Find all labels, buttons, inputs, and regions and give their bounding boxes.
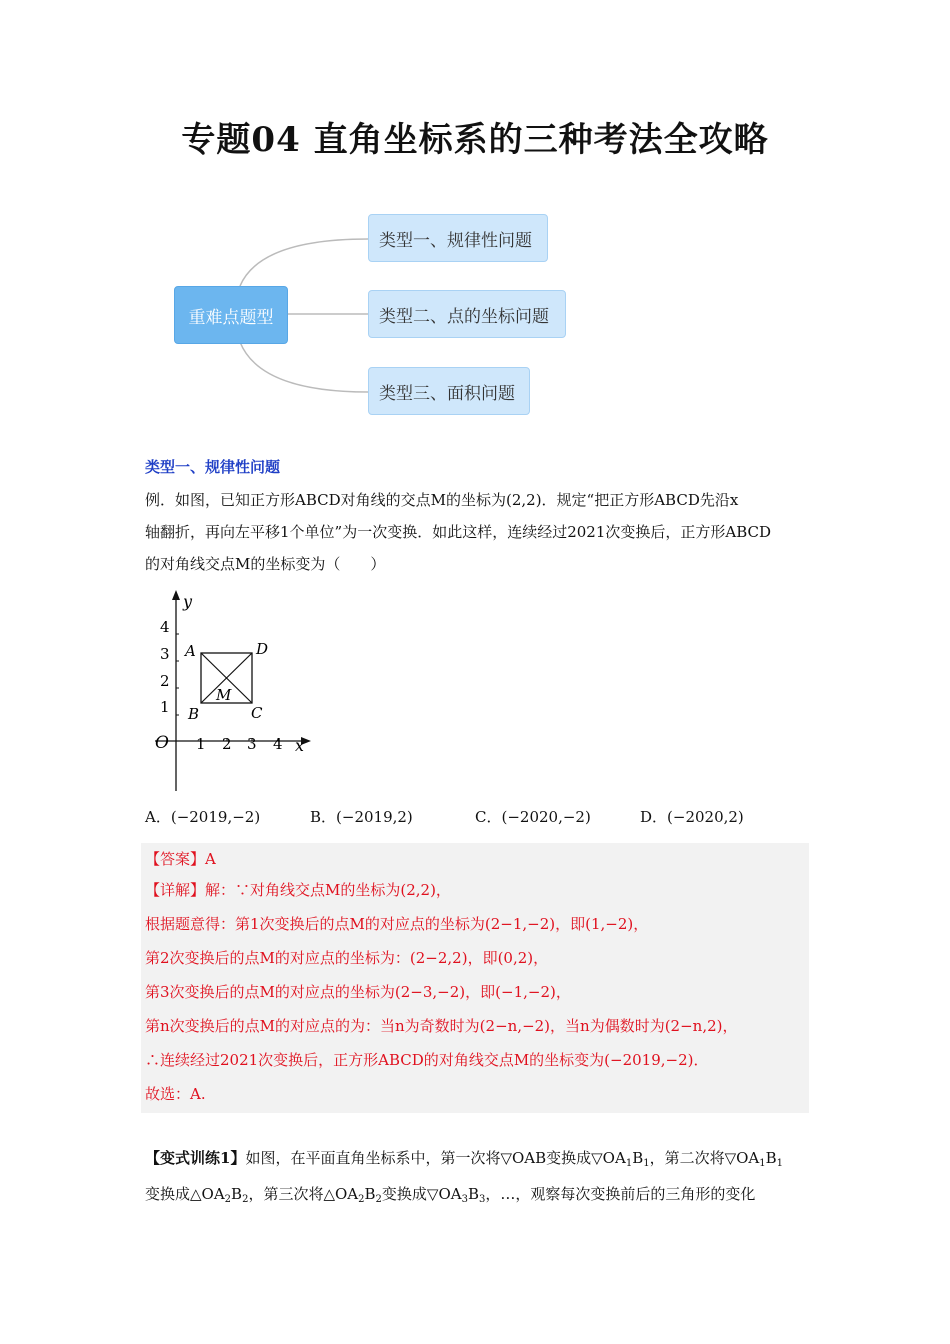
mind-map-node-type2: 类型二、点的坐标问题 <box>368 290 566 338</box>
mind-map <box>160 205 610 425</box>
y-tick-3: 3 <box>160 645 170 663</box>
y-axis-label: y <box>183 592 193 611</box>
solution-line-2: 根据题意得：第1次变换后的点M的对应点的坐标为(2−1,−2)，即(1,−2)， <box>145 915 649 933</box>
point-label-m: M <box>216 686 232 704</box>
x-tick-3: 3 <box>247 735 257 753</box>
page-title: 专题04 直角坐标系的三种考法全攻略 <box>181 120 769 160</box>
choice-c: C．(−2020,−2) <box>475 808 591 826</box>
point-label-d: D <box>256 640 269 658</box>
x-tick-2: 2 <box>222 735 232 753</box>
x-axis-label: x <box>295 736 305 755</box>
example-line-2: 轴翻折，再向左平移1个单位”为一次变换．如此这样，连续经过2021次变换后，正方形ABCD <box>145 523 772 541</box>
point-label-b: B <box>188 705 200 723</box>
point-label-a: A <box>185 642 196 660</box>
x-tick-4: 4 <box>273 735 283 753</box>
solution-line-4: 第3次变换后的点M的对应点的坐标为(2−3,−2)，即(−1,−2)， <box>145 983 571 1001</box>
choice-b: B．(−2019,2) <box>310 808 413 826</box>
training-line-1: 【变式训练1】如图，在平面直角坐标系中，第一次将▽OAB变换成$▽OA_1B_1$，第二次将$▽OA_1B_1$ <box>145 1149 784 1169</box>
section-heading: 类型一、规律性问题 <box>145 458 281 476</box>
answer-line: 【答案】A <box>145 850 216 868</box>
solution-line-7: 故选：A. <box>145 1085 206 1103</box>
origin-label: O <box>155 733 169 753</box>
y-tick-2: 2 <box>160 672 170 690</box>
coordinate-graph-svg <box>145 586 325 796</box>
mind-map-node-type1: 类型一、规律性问题 <box>368 214 548 262</box>
training-line-2: 变换成$\triangle OA_2B_2$，第三次将$\triangle OA_2B_2$变换成$▽OA_3B_3$，…，观察每次变换前后的三角形的变化 <box>145 1185 756 1205</box>
detail-line: 【详解】解：∵对角线交点M的坐标为(2,2)， <box>145 881 451 899</box>
answer-choices <box>145 806 810 836</box>
mind-map-node-type3: 类型三、面积问题 <box>368 367 530 415</box>
choice-a: A．(−2019,−2) <box>145 808 261 826</box>
y-tick-4: 4 <box>160 618 170 636</box>
coordinate-graph <box>145 586 325 796</box>
choice-d: D．(−2020,2) <box>640 808 744 826</box>
solution-line-6: ∴连续经过2021次变换后，正方形ABCD的对角线交点M的坐标变为(−2019,−2)． <box>145 1051 709 1069</box>
example-line-3: 的对角线交点M的坐标变为（ ） <box>145 555 386 573</box>
solution-line-5: 第n次变换后的点M的对应点的为：当n为奇数时为(2−n,−2)，当n为偶数时为(2−n,2)， <box>145 1017 738 1035</box>
y-tick-1: 1 <box>160 698 170 716</box>
example-line-1: 例．如图，已知正方形ABCD对角线的交点M的坐标为(2,2)．规定“把正方形ABCD先沿x <box>145 491 739 509</box>
mind-map-root: 重难点题型 <box>174 286 288 344</box>
answer-box <box>141 843 809 1113</box>
solution-line-3: 第2次变换后的点M的对应点的坐标为：(2−2,2)，即(0,2)， <box>145 949 549 967</box>
point-label-c: C <box>251 704 263 722</box>
x-tick-1: 1 <box>196 735 206 753</box>
